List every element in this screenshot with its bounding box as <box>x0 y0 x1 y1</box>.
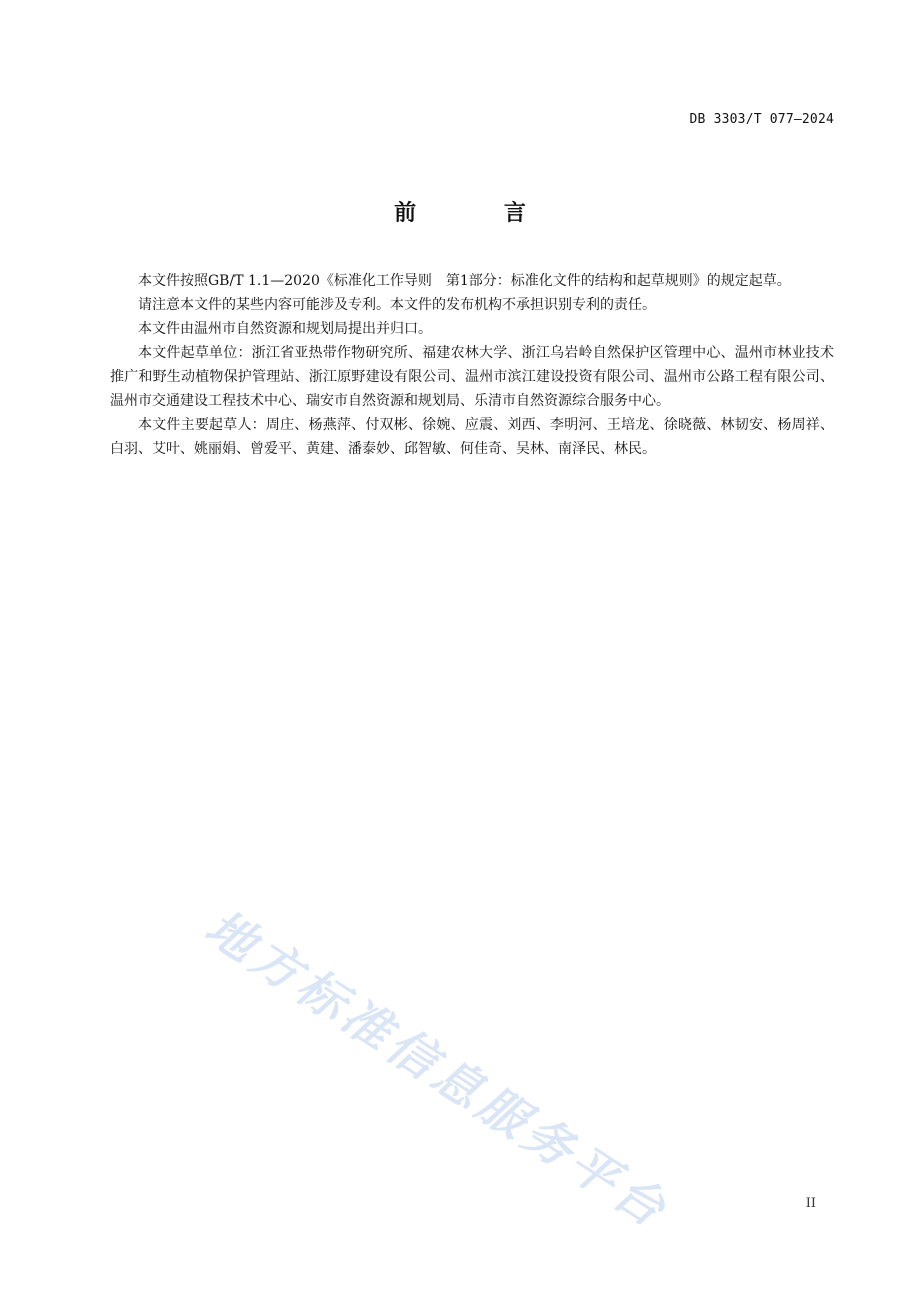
paragraph-patent-notice: 请注意本文件的某些内容可能涉及专利。本文件的发布机构不承担识别专利的责任。 <box>138 297 656 313</box>
paragraph-drafting-rules: 本文件按照GB/T 1.1—2020《标准化工作导则 第1部分：标准化文件的结构和起草规则》的规定起草。 <box>138 273 791 289</box>
paragraph-drafting-units: 本文件起草单位：浙江省亚热带作物研究所、福建农林大学、浙江乌岩岭自然保护区管理中心、温州市林业技术推广和野生动植物保护管理站、浙江原野建设有限公司、温州市滨江建设投资有限公司、温州市公路工程有限公司、温州市交通建设工程技术中心、瑞安市自然资源和规划局、乐清市自然资源综合服务中心。 <box>110 345 834 409</box>
page-title: 前 言 <box>394 201 566 226</box>
paragraph-drafters: 本文件主要起草人：周庄、杨燕萍、付双彬、徐婉、应震、刘西、李明河、王培龙、徐晓薇、林韧安、杨周祥、白羽、艾叶、姚丽娟、曾爱平、黄建、潘泰妙、邱智敏、何佳奇、吴林、南泽民、林民。 <box>110 417 834 457</box>
document-code: DB 3303/T 077—2024 <box>689 112 834 127</box>
paragraph-proposer: 本文件由温州市自然资源和规划局提出并归口。 <box>138 321 432 337</box>
foreword-body <box>110 269 834 461</box>
watermark-text: 地方标准信息服务平台 <box>195 899 679 1241</box>
page-number: II <box>805 1196 816 1211</box>
